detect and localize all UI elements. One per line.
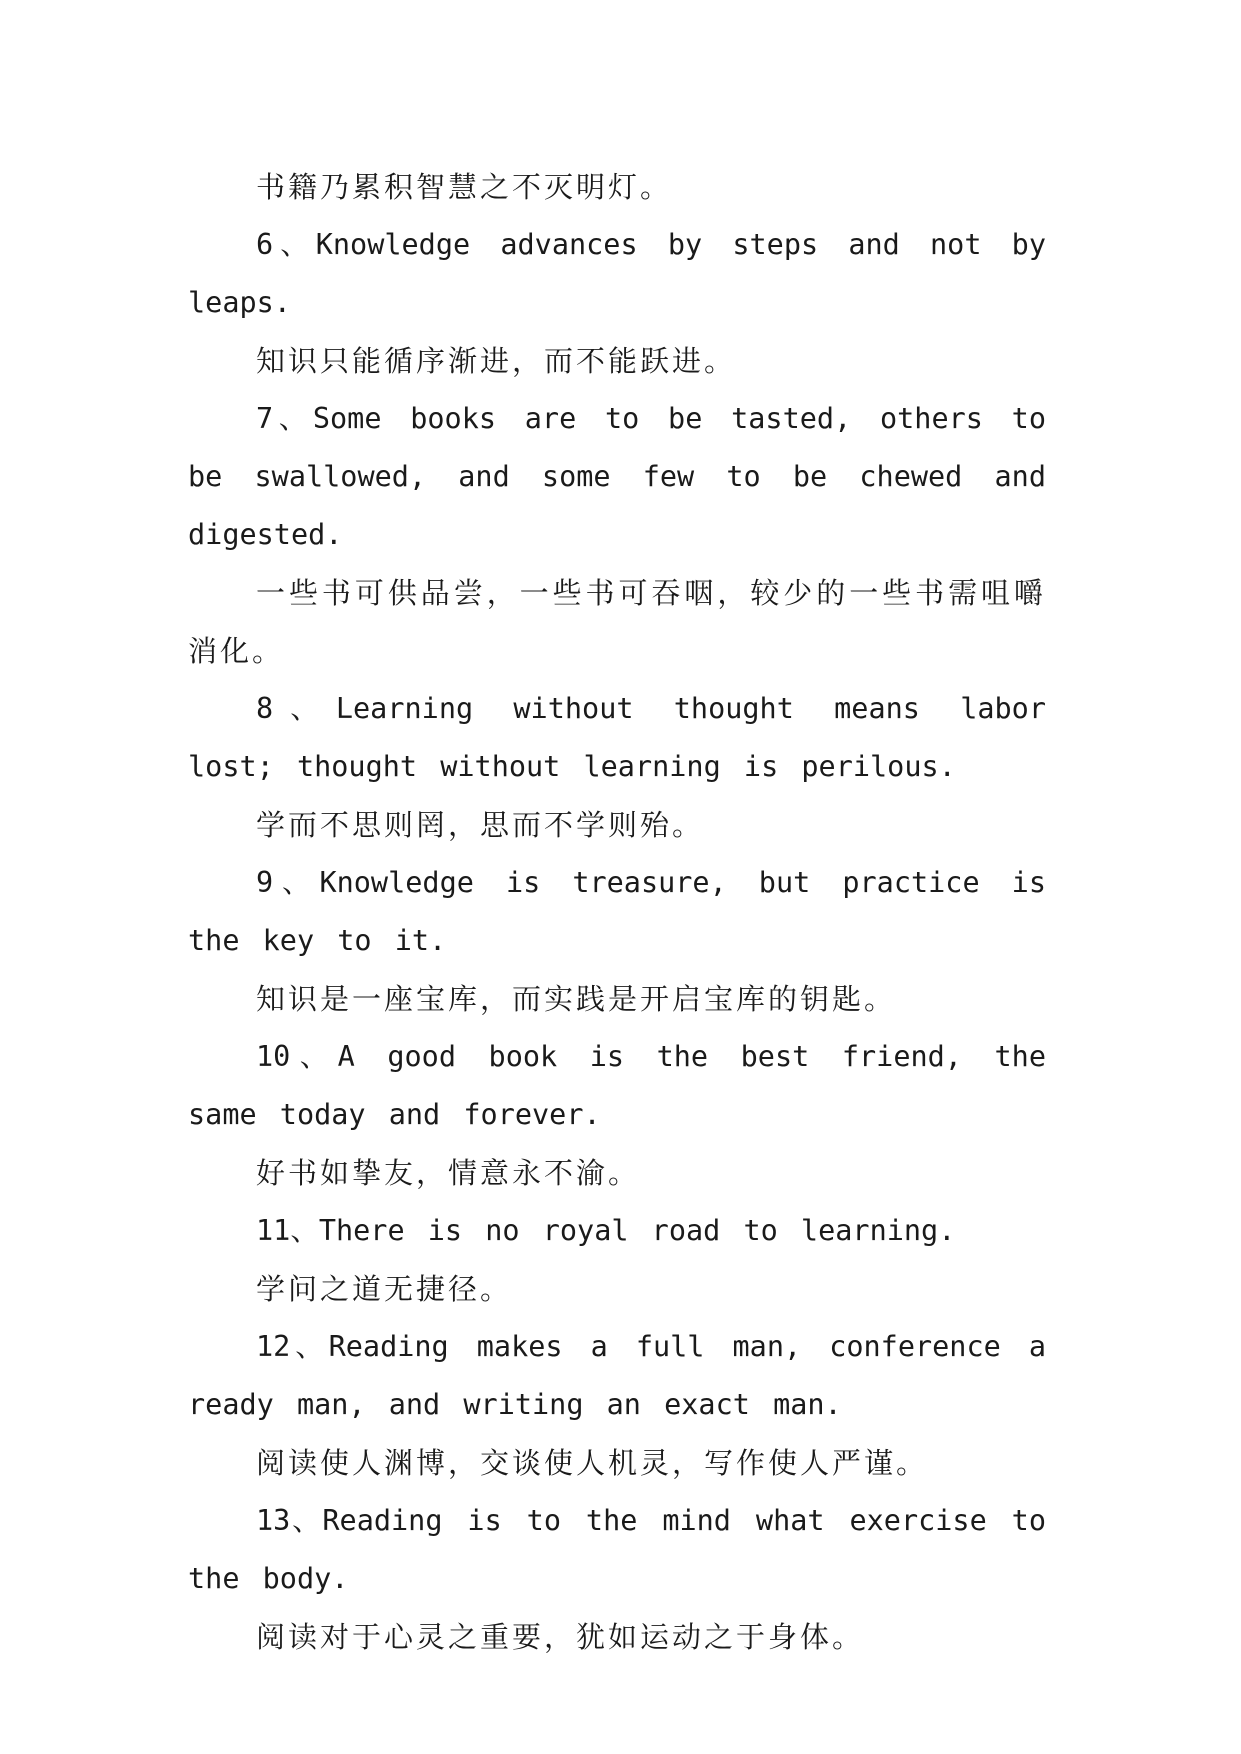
paragraph-chinese-7: 一些书可供品尝，一些书可吞咽，较少的一些书需咀嚼消化。: [188, 576, 1046, 668]
paragraph-english-10: 10、A good book is the best friend, the same today and forever.: [188, 1040, 1046, 1131]
paragraph-chinese-11: 学问之道无捷径。: [256, 1272, 513, 1306]
paragraph-english-12: 12、Reading makes a full man, conference a ready man, and writing an exact man.: [188, 1330, 1046, 1421]
paragraph-chinese-8: 学而不思则罔，思而不学则殆。: [256, 808, 705, 842]
paragraph-chinese-13: 阅读对于心灵之重要，犹如运动之于身体。: [256, 1620, 865, 1654]
paragraph-chinese-10: 好书如挚友，情意永不渝。: [256, 1156, 641, 1190]
paragraph-english-7: 7、Some books are to be tasted, others to be swallowed, and some few to be chewed and digested.: [188, 402, 1046, 551]
paragraph-chinese-12: 阅读使人渊博，交谈使人机灵，写作使人严谨。: [256, 1446, 929, 1480]
paragraph-chinese-6: 知识只能循序渐进，而不能跃进。: [256, 344, 737, 378]
document-body: [188, 158, 1046, 1666]
paragraph-english-6: 6、Knowledge advances by steps and not by leaps.: [188, 228, 1046, 319]
paragraph-english-11: 11、There is no royal road to learning.: [256, 1214, 956, 1247]
paragraph-english-13: 13、Reading is to the mind what exercise to the body.: [188, 1504, 1046, 1595]
paragraph-english-9: 9、Knowledge is treasure, but practice is the key to it.: [188, 866, 1046, 957]
paragraph-chinese-5: 书籍乃累积智慧之不灭明灯。: [256, 170, 673, 204]
paragraph-chinese-9: 知识是一座宝库，而实践是开启宝库的钥匙。: [256, 982, 897, 1016]
paragraph-english-8: 8、Learning without thought means labor lost; thought without learning is perilous.: [188, 692, 1046, 783]
